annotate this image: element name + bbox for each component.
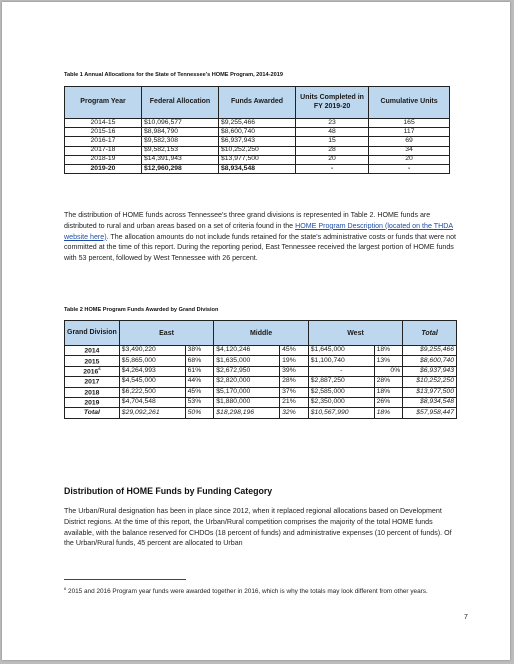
table2-cell: $4,120,246 xyxy=(214,346,280,356)
table2-header-row xyxy=(65,321,457,346)
table2-year-cell: 2019 xyxy=(65,397,120,407)
table2-cell: 0% xyxy=(374,366,403,376)
table2-cell: $8,600,740 xyxy=(403,356,457,366)
table1-cell: - xyxy=(369,164,450,173)
table2-header-west: West xyxy=(308,321,402,346)
table1-cell: $14,391,943 xyxy=(142,155,219,164)
table-row xyxy=(65,155,450,164)
table2-cell: $3,490,220 xyxy=(119,346,185,356)
table2-cell: $2,585,000 xyxy=(308,387,374,397)
table2-cell: $2,350,000 xyxy=(308,397,374,407)
table1-cell: 28 xyxy=(296,146,369,155)
table2-caption: Table 2 HOME Program Funds Awarded by Grand Division xyxy=(64,307,219,313)
footnote xyxy=(64,584,464,596)
table1-header-units-completed: Units Completed in FY 2019-20 xyxy=(296,87,369,119)
table2-cell: $10,252,250 xyxy=(403,377,457,387)
table2-header-east: East xyxy=(119,321,213,346)
table2-year-cell: 2015 xyxy=(65,356,120,366)
table2-year-cell: 2016$^6$ xyxy=(65,366,120,376)
table2-cell: $18,298,196 xyxy=(214,408,280,418)
table2-cell: 37% xyxy=(280,387,309,397)
paragraph-funding-category: The Urban/Rural designation has been in place since 2012, when it replaced regional allocations based on Development District regions. At the time of this report, the Urban/Rural competition comprises the majority of the total HOME funds available, with the balance reserved for CHDOs (18 percent of funds) and administrative expenses (10 percent of funds). Of the Urban/Rural funds, 45 percent are allocated to Urban xyxy=(64,507,452,548)
table1-cell: 20 xyxy=(369,155,450,164)
table1-header-row xyxy=(65,87,450,119)
table2-header-middle: Middle xyxy=(214,321,308,346)
paragraph-distribution xyxy=(64,210,462,264)
table-row xyxy=(65,128,450,137)
table2-cell: $13,977,500 xyxy=(403,387,457,397)
table2-cell: 13% xyxy=(374,356,403,366)
table1-cell: 48 xyxy=(296,128,369,137)
table2-cell: $29,092,261 xyxy=(119,408,185,418)
table1-header-cumulative-units: Cumulative Units xyxy=(369,87,450,119)
table2-cell: $1,100,740 xyxy=(308,356,374,366)
table2-year-cell: 2014 xyxy=(65,346,120,356)
table2-cell: $4,704,548 xyxy=(119,397,185,407)
paragraph-text-after: . The allocation amounts do not include funds retained for the state's administrative costs or funds that were not committed at the time of this report. During the reporting period, East Tennessee received the largest portion of HOME funds with 53 percent, followed by West Tennessee with 26 percent. xyxy=(64,232,457,263)
page-number: 7 xyxy=(464,614,468,621)
footnote-marker: 6 xyxy=(64,586,67,591)
table2-cell: 18% xyxy=(374,408,403,418)
table1-cell: 34 xyxy=(369,146,450,155)
document-page xyxy=(2,2,510,660)
table1-cell: $8,984,790 xyxy=(142,128,219,137)
table1-cell: $8,934,548 xyxy=(219,164,296,173)
table2-year-cell: Total xyxy=(65,408,120,418)
table2-cell: $9,255,466 xyxy=(403,346,457,356)
table1-caption: Table 1 Annual Allocations for the State of Tennessee's HOME Program, 2014-2019 xyxy=(64,72,283,78)
table2-cell: $57,958,447 xyxy=(403,408,457,418)
table2-cell: 32% xyxy=(280,408,309,418)
table2-cell: 28% xyxy=(280,377,309,387)
table1-cell: $13,977,500 xyxy=(219,155,296,164)
table2-header-total: Total xyxy=(403,321,457,346)
table2-cell: $4,264,993 xyxy=(119,366,185,376)
table1-cell: $9,582,153 xyxy=(142,146,219,155)
table1-cell: 117 xyxy=(369,128,450,137)
table2-cell: 18% xyxy=(374,346,403,356)
table1-cell: 2019-20 xyxy=(65,164,142,173)
table2-cell: 45% xyxy=(280,346,309,356)
footnote-divider xyxy=(64,579,186,580)
table-row xyxy=(65,377,457,387)
table1-cell: 2016-17 xyxy=(65,137,142,146)
table2-cell: 39% xyxy=(280,366,309,376)
table1-cell: 15 xyxy=(296,137,369,146)
table2-cell: $6,222,500 xyxy=(119,387,185,397)
table1-cell: $10,096,577 xyxy=(142,119,219,128)
table2-cell: 53% xyxy=(185,397,214,407)
table1-cell: 165 xyxy=(369,119,450,128)
table-row xyxy=(65,397,457,407)
footnote-marker: 6 xyxy=(98,365,101,371)
table1-cell: $10,252,250 xyxy=(219,146,296,155)
table2-cell: 28% xyxy=(374,377,403,387)
table2-cell: $6,937,943 xyxy=(403,366,457,376)
table2-cell: 68% xyxy=(185,356,214,366)
table-row xyxy=(65,356,457,366)
table1-cell: 2015-16 xyxy=(65,128,142,137)
home-program-description-link[interactable]: HOME Program Description (located on the THDA website here) xyxy=(64,221,454,241)
table-row xyxy=(65,137,450,146)
table-row xyxy=(65,387,457,397)
table-row xyxy=(65,146,450,155)
table2-cell: $8,934,548 xyxy=(403,397,457,407)
table2-cell: 21% xyxy=(280,397,309,407)
table2-total-row xyxy=(65,408,457,418)
table1-cell: $8,600,740 xyxy=(219,128,296,137)
table2-funds-by-division xyxy=(64,320,457,419)
table2-cell: 45% xyxy=(185,387,214,397)
table-row xyxy=(65,119,450,128)
table1-cell: $9,582,308 xyxy=(142,137,219,146)
table1-header-program-year: Program Year xyxy=(65,87,142,119)
table2-cell: $1,880,000 xyxy=(214,397,280,407)
table2-cell: $2,672,950 xyxy=(214,366,280,376)
table1-cell: 2018-19 xyxy=(65,155,142,164)
table2-cell: $1,645,000 xyxy=(308,346,374,356)
table2-year-cell: 2017 xyxy=(65,377,120,387)
table2-cell: 26% xyxy=(374,397,403,407)
table2-cell: $5,865,000 xyxy=(119,356,185,366)
table2-cell: $1,635,000 xyxy=(214,356,280,366)
section-heading: Distribution of HOME Funds by Funding Category xyxy=(64,486,273,496)
table2-cell: $2,887,250 xyxy=(308,377,374,387)
table1-header-federal-allocation: Federal Allocation xyxy=(142,87,219,119)
table2-cell: 50% xyxy=(185,408,214,418)
table-row xyxy=(65,346,457,356)
table1-cell: - xyxy=(296,164,369,173)
table2-cell: 61% xyxy=(185,366,214,376)
table2-cell: - xyxy=(308,366,374,376)
table1-cell: 2017-18 xyxy=(65,146,142,155)
table2-year-cell: 2018 xyxy=(65,387,120,397)
footnote-text: 2015 and 2016 Program year funds were awarded together in 2016, which is why the totals may look different from other years. xyxy=(66,588,428,596)
table2-cell: 44% xyxy=(185,377,214,387)
table-row xyxy=(65,366,457,376)
table1-cell: 23 xyxy=(296,119,369,128)
table1-cell: $12,960,298 xyxy=(142,164,219,173)
table2-cell: 38% xyxy=(185,346,214,356)
table2-cell: $2,820,000 xyxy=(214,377,280,387)
table2-cell: $4,545,000 xyxy=(119,377,185,387)
table2-cell: 18% xyxy=(374,387,403,397)
table1-header-funds-awarded: Funds Awarded xyxy=(219,87,296,119)
table1-cell: $9,255,466 xyxy=(219,119,296,128)
paragraph-text-before: The distribution of HOME funds across Tennessee's three grand divisions is represented in Table 2. HOME funds are distributed to rural and urban areas based on a set of criteria found in the xyxy=(64,211,431,230)
table1-cell: $6,937,943 xyxy=(219,137,296,146)
table1-cell: 69 xyxy=(369,137,450,146)
table1-annual-allocations xyxy=(64,86,450,174)
table-row xyxy=(65,164,450,173)
table1-cell: 2014-15 xyxy=(65,119,142,128)
table2-header-grand-division: Grand Division xyxy=(65,321,120,346)
table1-cell: 20 xyxy=(296,155,369,164)
table2-cell: 19% xyxy=(280,356,309,366)
table2-cell: $10,567,990 xyxy=(308,408,374,418)
table2-cell: $5,170,000 xyxy=(214,387,280,397)
